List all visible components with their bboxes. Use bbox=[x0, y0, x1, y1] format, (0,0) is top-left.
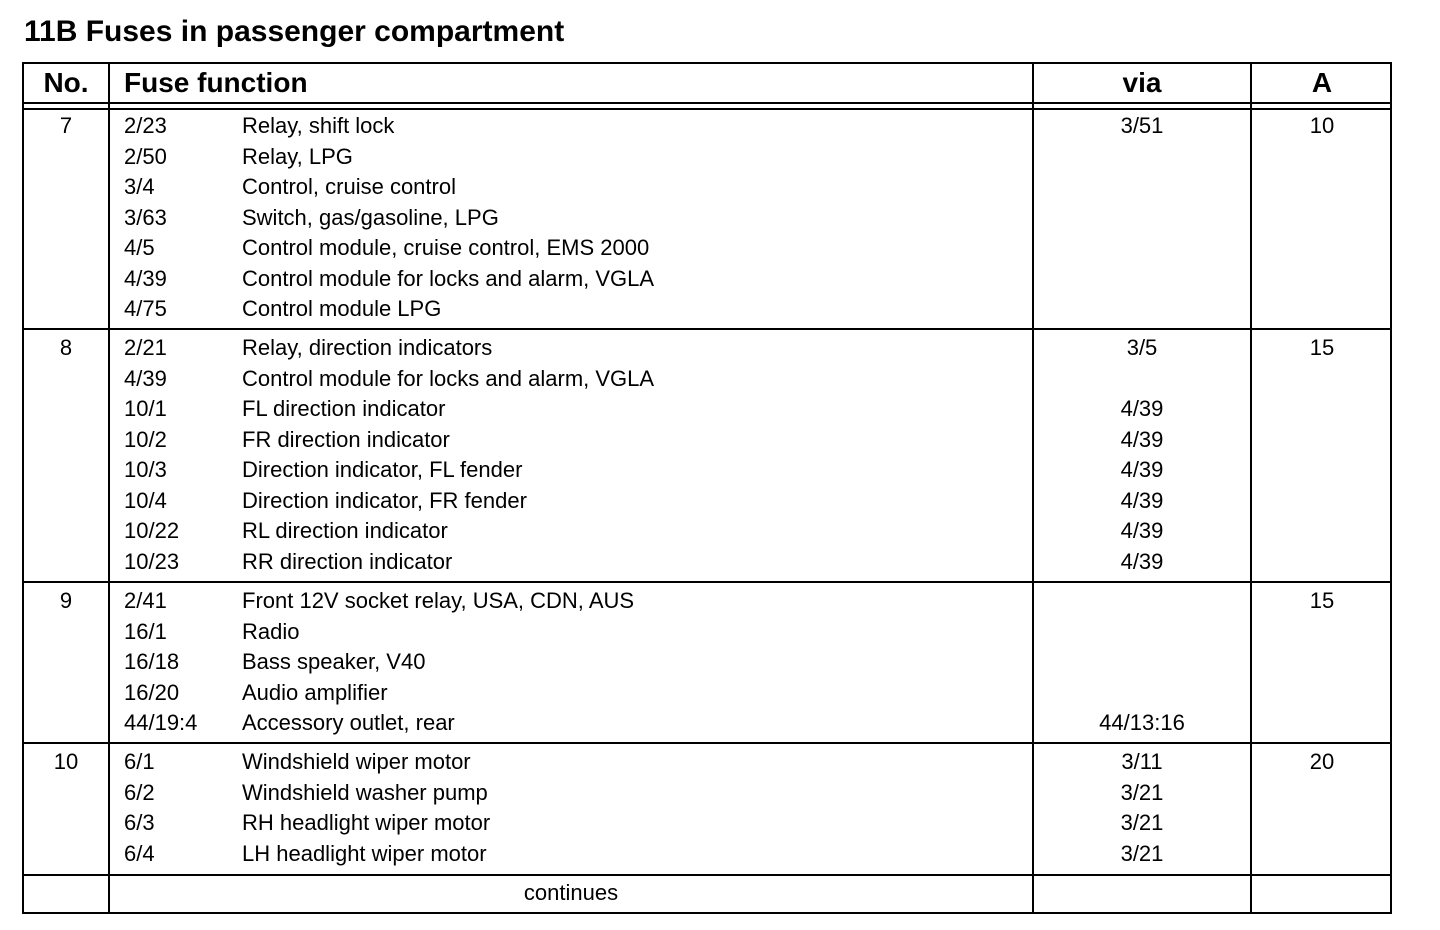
table-row bbox=[24, 778, 1390, 809]
table-row bbox=[24, 142, 1390, 173]
table-row bbox=[24, 617, 1390, 648]
header-function: Fuse function bbox=[124, 67, 308, 98]
fuse-amperage: 15 bbox=[1309, 588, 1335, 613]
fuse-function: FL direction indicator bbox=[242, 396, 446, 421]
fuse-function: Accessory outlet, rear bbox=[242, 710, 455, 735]
via-code: 4/39 bbox=[1120, 518, 1164, 543]
table-row bbox=[24, 647, 1390, 678]
fuse-function: Control module LPG bbox=[242, 296, 442, 321]
fuse-function: Front 12V socket relay, USA, CDN, AUS bbox=[242, 588, 635, 613]
component-code: 16/20 bbox=[124, 679, 180, 705]
component-code: 10/4 bbox=[124, 487, 167, 513]
component-code: 6/1 bbox=[124, 749, 155, 774]
table-row bbox=[24, 486, 1390, 517]
component-code: 10/3 bbox=[124, 457, 167, 482]
header-amp: A bbox=[1311, 67, 1333, 98]
via-code: 4/39 bbox=[1120, 396, 1164, 421]
header-via: via bbox=[1122, 67, 1162, 98]
table-row bbox=[24, 808, 1390, 839]
table-row bbox=[24, 203, 1390, 234]
header-no: No. bbox=[43, 67, 89, 98]
table-row bbox=[24, 394, 1390, 425]
table-row bbox=[24, 547, 1390, 578]
fuse-number: 7 bbox=[59, 113, 73, 138]
fuse-function: Direction indicator, FL fender bbox=[242, 457, 523, 482]
header-rule bbox=[24, 108, 1390, 110]
fuse-amperage: 15 bbox=[1309, 335, 1335, 360]
table-row bbox=[24, 678, 1390, 709]
fuse-function: Relay, shift lock bbox=[242, 113, 395, 138]
component-code: 16/1 bbox=[124, 618, 167, 644]
fuse-function: FR direction indicator bbox=[242, 426, 450, 452]
page-title: 11B Fuses in passenger compartment bbox=[24, 15, 565, 48]
component-code: 10/22 bbox=[124, 518, 180, 543]
fuse-function: Relay, LPG bbox=[242, 143, 353, 169]
via-code: 4/39 bbox=[1120, 487, 1164, 513]
table-row bbox=[24, 747, 1390, 778]
group-divider bbox=[24, 742, 1390, 744]
via-code: 3/21 bbox=[1120, 810, 1164, 835]
component-code: 6/2 bbox=[124, 779, 155, 805]
via-code: 3/51 bbox=[1120, 113, 1164, 138]
fuse-function: Control, cruise control bbox=[242, 174, 456, 199]
fuse-function: RH headlight wiper motor bbox=[242, 810, 491, 835]
fuse-function: Control module for locks and alarm, VGLA bbox=[242, 265, 655, 291]
component-code: 6/4 bbox=[124, 840, 155, 866]
component-code: 44/19:4 bbox=[124, 710, 198, 735]
fuse-function: Control module for locks and alarm, VGLA bbox=[242, 365, 655, 391]
component-code: 4/39 bbox=[124, 365, 167, 391]
fuse-function: RR direction indicator bbox=[242, 548, 453, 574]
component-code: 16/18 bbox=[124, 649, 180, 674]
continues-note: continues bbox=[523, 880, 619, 905]
fuse-function: RL direction indicator bbox=[242, 518, 448, 543]
group-divider bbox=[24, 581, 1390, 583]
fuse-function: LH headlight wiper motor bbox=[242, 840, 487, 866]
table-row bbox=[24, 708, 1390, 739]
component-code: 6/3 bbox=[124, 810, 155, 835]
fuse-function: Windshield wiper motor bbox=[242, 749, 471, 774]
header-rule bbox=[24, 102, 1390, 104]
via-code: 4/39 bbox=[1120, 426, 1164, 452]
fuse-number: 10 bbox=[53, 749, 79, 774]
table-row bbox=[24, 425, 1390, 456]
via-code: 3/5 bbox=[1126, 335, 1158, 360]
via-code: 3/21 bbox=[1120, 840, 1164, 866]
component-code: 10/1 bbox=[124, 396, 167, 421]
component-code: 4/5 bbox=[124, 235, 155, 260]
component-code: 2/21 bbox=[124, 335, 167, 360]
fuse-function: Windshield washer pump bbox=[242, 779, 488, 805]
fuse-function: Bass speaker, V40 bbox=[242, 649, 426, 674]
table-row bbox=[24, 333, 1390, 364]
fuse-amperage: 10 bbox=[1309, 113, 1335, 138]
table-row bbox=[24, 839, 1390, 870]
table-row bbox=[24, 111, 1390, 142]
fuse-function: Radio bbox=[242, 618, 300, 644]
component-code: 2/41 bbox=[124, 588, 167, 613]
group-divider bbox=[24, 328, 1390, 330]
fuse-table bbox=[22, 62, 1392, 914]
fuse-function: Direction indicator, FR fender bbox=[242, 487, 527, 513]
group-divider bbox=[24, 874, 1390, 876]
fuse-function: Switch, gas/gasoline, LPG bbox=[242, 204, 499, 230]
fuse-number: 9 bbox=[59, 588, 73, 613]
table-row bbox=[24, 364, 1390, 395]
via-code: 4/39 bbox=[1120, 457, 1164, 482]
component-code: 3/4 bbox=[124, 174, 155, 199]
table-row bbox=[24, 264, 1390, 295]
table-row bbox=[24, 172, 1390, 203]
component-code: 3/63 bbox=[124, 204, 167, 230]
table-row bbox=[24, 586, 1390, 617]
table-row bbox=[24, 233, 1390, 264]
via-code: 4/39 bbox=[1120, 548, 1164, 574]
via-code: 3/11 bbox=[1121, 749, 1163, 774]
component-code: 10/23 bbox=[124, 548, 180, 574]
table-row bbox=[24, 516, 1390, 547]
fuse-number: 8 bbox=[59, 335, 73, 360]
via-code: 3/21 bbox=[1120, 779, 1164, 805]
component-code: 2/23 bbox=[124, 113, 167, 138]
via-code: 44/13:16 bbox=[1099, 710, 1185, 735]
component-code: 4/39 bbox=[124, 265, 167, 291]
component-code: 2/50 bbox=[124, 143, 167, 169]
component-code: 4/75 bbox=[124, 296, 167, 321]
fuse-amperage: 20 bbox=[1309, 749, 1335, 774]
fuse-function: Relay, direction indicators bbox=[242, 335, 493, 360]
table-row bbox=[24, 455, 1390, 486]
fuse-function: Audio amplifier bbox=[242, 679, 388, 705]
fuse-function: Control module, cruise control, EMS 2000 bbox=[242, 235, 650, 260]
component-code: 10/2 bbox=[124, 426, 167, 452]
table-row bbox=[24, 294, 1390, 325]
